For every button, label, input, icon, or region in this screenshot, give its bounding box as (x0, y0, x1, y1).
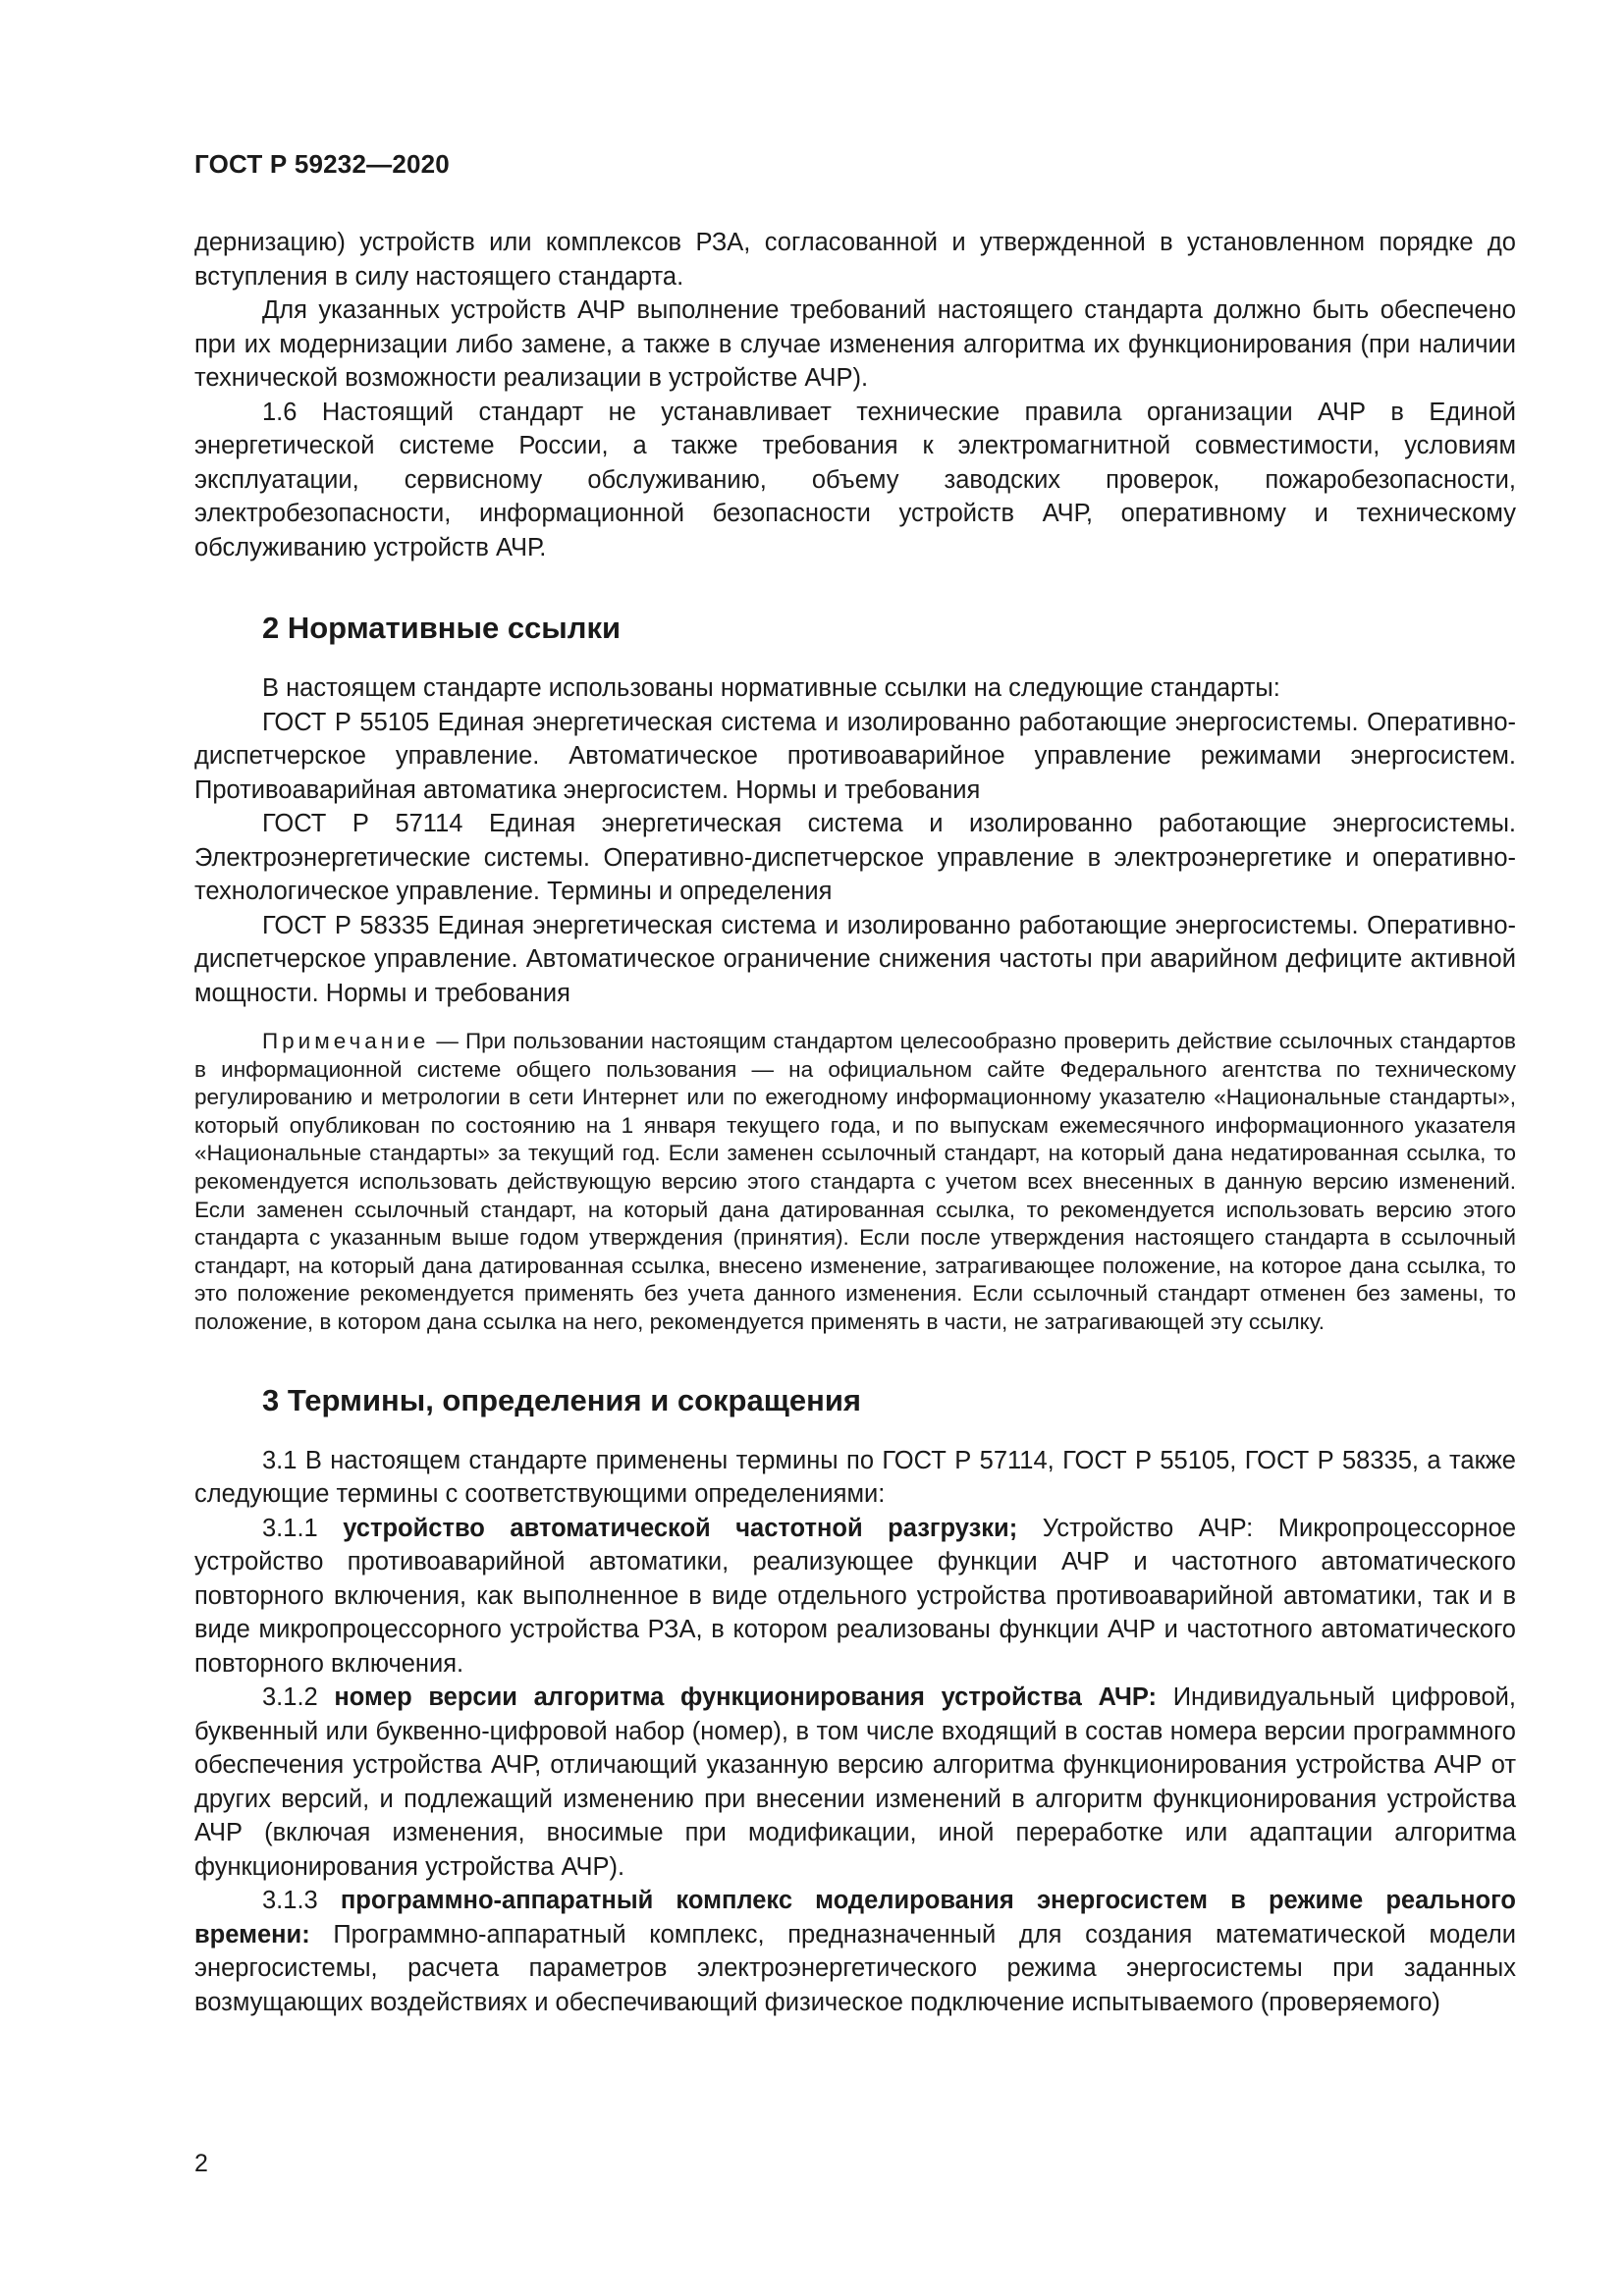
document-body (194, 226, 1516, 2019)
paragraph-1-6: 1.6 Настоящий стандарт не устанавливает технические правила организации АЧР в Единой энергетической системе России, а также требования к электромагнитной совместимости, условиям эксплуатации, сервисному обслуживанию, объему заводских проверок, пожаробезопасности, электробезопасности, информационной безопасности устройств АЧР, оперативному и техническому обслуживанию устройств АЧР. (194, 398, 1516, 561)
note-text: — При пользовании настоящим стандартом целесообразно проверить действие ссылочных стандартов в информационной системе общего пользования — на официальном сайте Федерального агентства по техническому регулированию и метрологии в сети Интернет или по ежегодному информационному указателю «Национальные стандарты», который опубликован по состоянию на 1 января текущего года, и по выпускам ежемесячного информационного указателя «Национальные стандарты» за текущий год. Если заменен ссылочный стандарт, на который дана недатированная ссылка, то рекомендуется использовать действующую версию этого стандарта с учетом всех внесенных в данную версию изменений. Если заменен ссылочный стандарт, на который дана датированная ссылка, то рекомендуется использовать версию этого стандарта с указанным выше годом утверждения (принятия). Если после утверждения настоящего стандарта в ссылочный стандарт, на который дана датированная ссылка, внесено изменение, затрагивающее положение, на которое дана ссылка, то это положение рекомендуется применять без учета данного изменения. Если ссылочный стандарт отменен без замены, то положение, в котором дана ссылка на него, рекомендуется применять в части, не затрагивающей эту ссылку. (194, 1029, 1516, 1334)
paragraph-3-1: 3.1 В настоящем стандарте применены термины по ГОСТ Р 57114, ГОСТ Р 55105, ГОСТ Р 58335, а также следующие термины с соответствующими определениями: (194, 1446, 1516, 1509)
term-entry (194, 1681, 1516, 1884)
term-name: устройство автоматической частотной разгрузки; (343, 1514, 1018, 1542)
term-definition: Программно-аппаратный комплекс, предназначенный для создания математической модели энергосистемы, расчета параметров электроэнергетического режима энергосистемы при заданных возмущающих воздействиях и обеспечивающий физическое подключение испытываемого (проверяемого) (194, 1920, 1516, 2016)
note-label: Примечание (262, 1029, 430, 1053)
term-definition: Индивидуальный цифровой, буквенный или буквенно-цифровой набор (номер), в том числе входящий в состав номера версии программного обеспечения устройства АЧР, отличающий указанную версию алгоритма функционирования устройства АЧР от других версий, и подлежащий изменению при внесении изменений в алгоритм функционирования устройства АЧР (включая изменения, вносимые при модификации, иной переработке или адаптации алгоритма функционирования устройства АЧР). (194, 1683, 1517, 1881)
term-entry (194, 1512, 1516, 1682)
term-name: номер версии алгоритма функционирования устройства АЧР: (334, 1683, 1158, 1712)
term-entry (194, 1884, 1516, 2019)
section-3-title: 3 Термины, определения и сокращения (262, 1382, 861, 1417)
section-2-title: 2 Нормативные ссылки (262, 611, 622, 645)
term-number: 3.1.3 (262, 1887, 318, 1915)
term-name: программно-аппаратный комплекс моделирования энергосистем в режиме реального времени: (194, 1887, 1516, 1949)
term-definition: Устройство АЧР: Микропроцессорное устройство противоаварийной автоматики, реализующее функции АЧР и частотного автоматического повторного включения, как выполненное в виде отдельного устройства противоаварийной автоматики, так и в виде микропроцессорного устройства РЗА, в котором реализованы функции АЧР и частотного автоматического повторного включения. (194, 1514, 1517, 1678)
reference-item: ГОСТ Р 55105 Единая энергетическая система и изолированно работающие энергосистемы. Оперативно-диспетчерское управление. Автоматическое противоаварийное управление режимами энергосистем. Противоаварийная автоматика энергосистем. Нормы и требования (194, 708, 1516, 804)
term-number: 3.1.2 (262, 1683, 318, 1712)
paragraph-continuation: дернизацию) устройств или комплексов РЗА, согласованной и утвержденной в установленном порядке до вступления в силу настоящего стандарта. (194, 229, 1516, 291)
section-2-intro: В настоящем стандарте использованы нормативные ссылки на следующие стандарты: (262, 674, 1280, 702)
paragraph-achr-devices: Для указанных устройств АЧР выполнение требований настоящего стандарта должно быть обеспечено при их модернизации либо замене, а также в случае изменения алгоритма их функционирования (при наличии технической возможности реализации в устройстве АЧР). (194, 296, 1516, 392)
page-number: 2 (194, 2150, 208, 2177)
reference-item: ГОСТ Р 57114 Единая энергетическая система и изолированно работающие энергосистемы. Электроэнергетические системы. Оперативно-диспетчерское управление в электроэнергетике и оперативно-технологическое управление. Термины и определения (194, 810, 1516, 905)
term-number: 3.1.1 (262, 1514, 318, 1542)
reference-item: ГОСТ Р 58335 Единая энергетическая система и изолированно работающие энергосистемы. Оперативно-диспетчерское управление. Автоматическое ограничение снижения частоты при аварийном дефиците активной мощности. Нормы и требования (194, 911, 1516, 1007)
section-2-note (194, 1028, 1516, 1337)
document-header: ГОСТ Р 59232—2020 (194, 149, 450, 179)
